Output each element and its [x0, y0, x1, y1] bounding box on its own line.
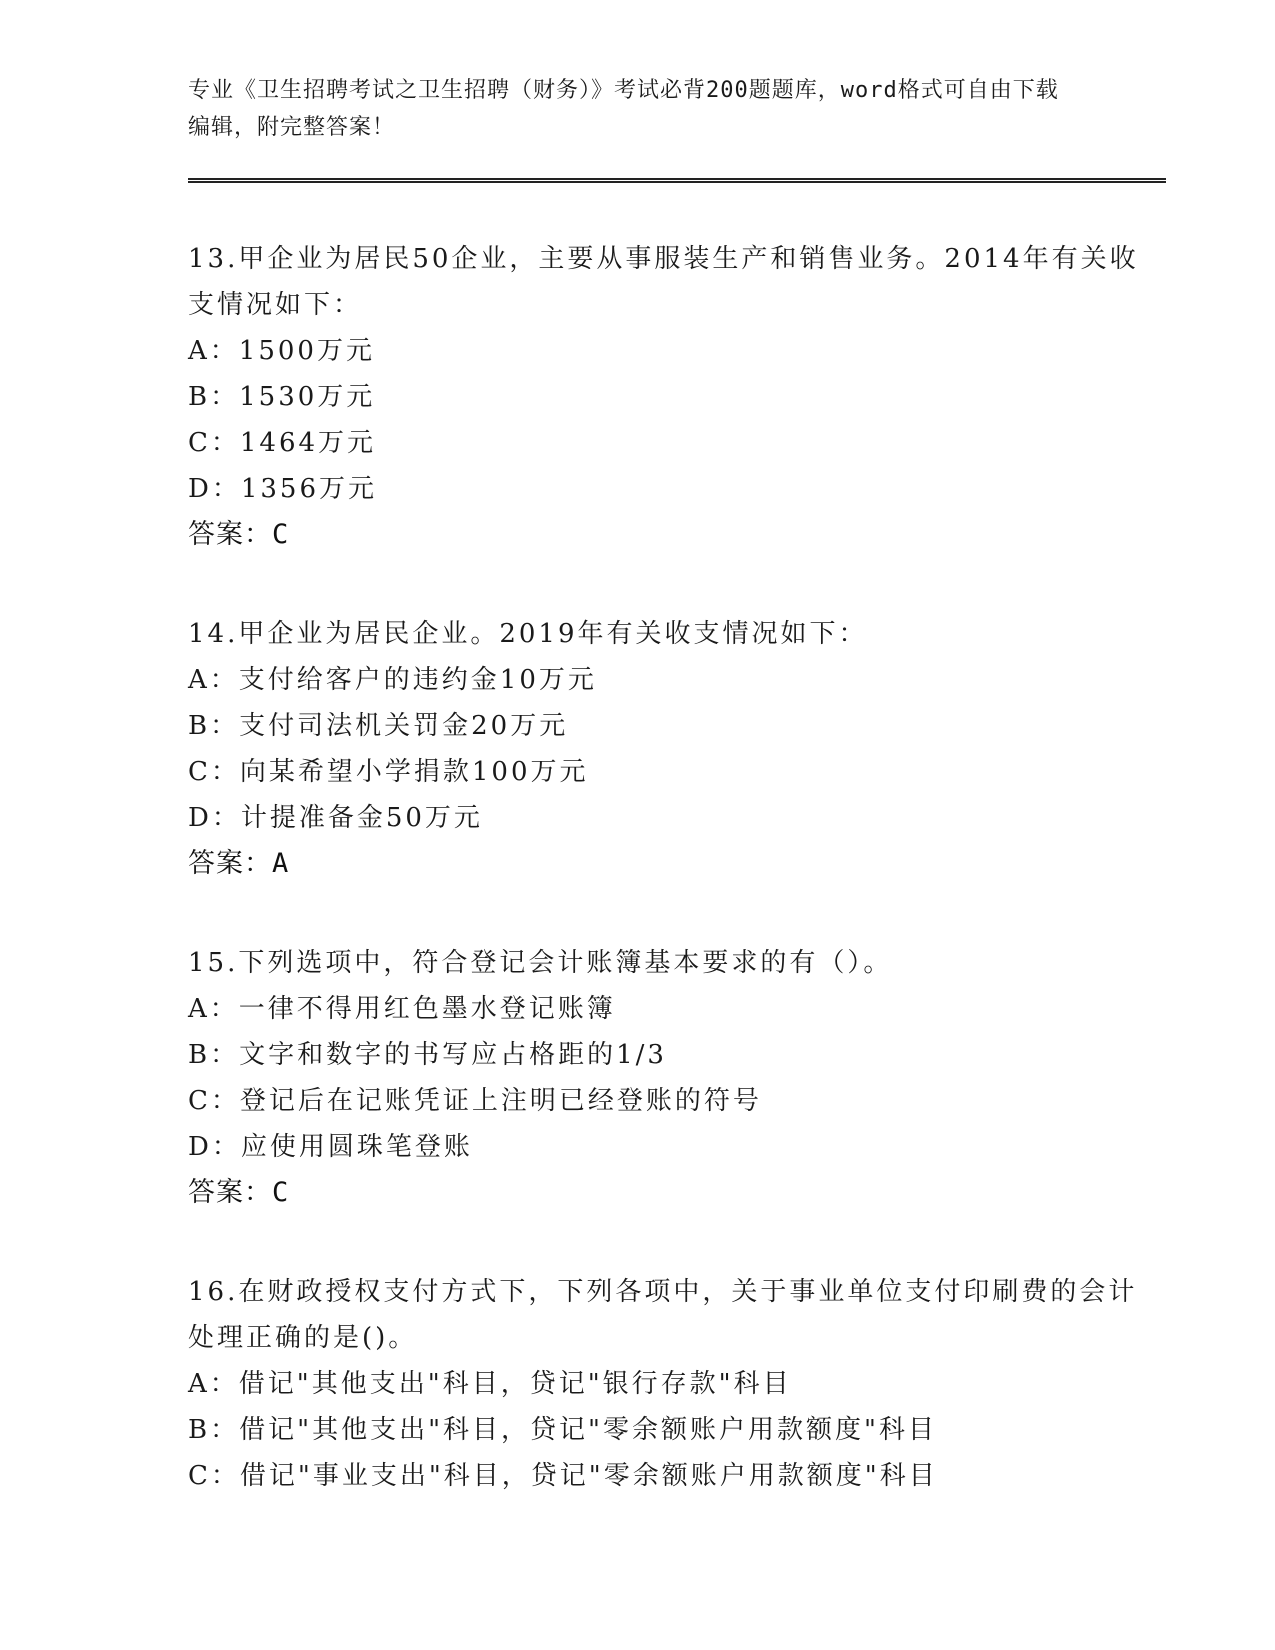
option-a: A：1500万元	[188, 336, 375, 366]
question-stem: 13.甲企业为居民50企业，主要从事服装生产和销售业务。2014年有关收支情况如下：	[188, 244, 1139, 320]
option-c: C：借记"事业支出"科目，贷记"零余额账户用款额度"科目	[188, 1461, 938, 1491]
option-b: B：支付司法机关罚金20万元	[188, 711, 569, 741]
option-c: C：1464万元	[188, 428, 377, 458]
answer-line: 答案：C	[188, 519, 290, 550]
option-a: A：一律不得用红色墨水登记账簿	[188, 994, 616, 1024]
option-d: D：应使用圆珠笔登账	[188, 1132, 473, 1162]
answer-line: 答案：C	[188, 1177, 290, 1208]
header-double-rule	[188, 178, 1166, 183]
question-13	[188, 236, 1148, 558]
option-c: C：向某希望小学捐款100万元	[188, 757, 589, 787]
question-15	[188, 940, 1148, 1216]
document-header: 专业《卫生招聘考试之卫生招聘（财务）》考试必背200题题库，word格式可自由下载编辑，附完整答案！	[188, 78, 1059, 140]
answer-line: 答案：A	[188, 848, 290, 879]
option-d: D：1356万元	[188, 474, 378, 504]
question-14	[188, 611, 1148, 887]
option-a: A：借记"其他支出"科目，贷记"银行存款"科目	[188, 1369, 792, 1399]
option-a: A：支付给客户的违约金10万元	[188, 665, 597, 695]
option-d: D：计提准备金50万元	[188, 803, 483, 833]
option-c: C：登记后在记账凭证上注明已经登账的符号	[188, 1086, 762, 1116]
question-stem: 16.在财政授权支付方式下，下列各项中，关于事业单位支付印刷费的会计处理正确的是()。	[188, 1277, 1138, 1353]
option-b: B：1530万元	[188, 382, 376, 412]
question-list	[188, 236, 1148, 1552]
option-b: B：借记"其他支出"科目，贷记"零余额账户用款额度"科目	[188, 1415, 937, 1445]
question-stem: 15.下列选项中，符合登记会计账簿基本要求的有（）。	[188, 948, 893, 978]
question-16	[188, 1269, 1148, 1499]
question-stem: 14.甲企业为居民企业。2019年有关收支情况如下：	[188, 619, 868, 649]
option-b: B：文字和数字的书写应占格距的1/3	[188, 1040, 667, 1070]
